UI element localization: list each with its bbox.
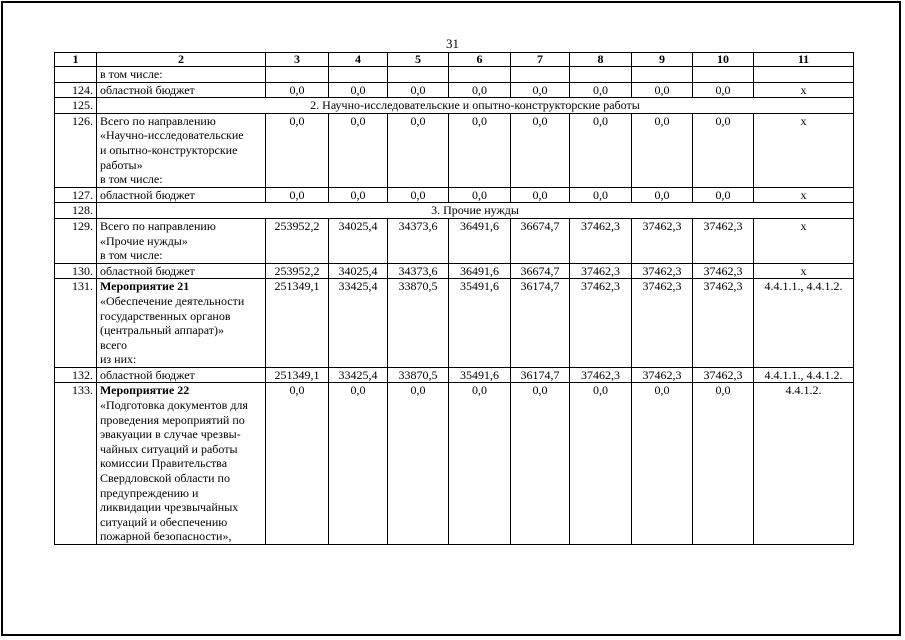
amount-cell: 36491,6 [449,263,511,279]
budget-table [54,52,854,545]
amount-cell [388,67,449,83]
amount-cell: 37462,3 [632,279,693,368]
label-line: «Обеспечение деятельности [100,293,245,308]
section-row [55,98,854,114]
amount-cell: 0,0 [449,383,511,545]
amount-cell: 37462,3 [632,367,693,383]
label-line: и опытно-конструкторские [100,142,238,157]
row-number [55,67,97,83]
amount-cell: 0,0 [266,113,329,187]
label-line: государственных органов [100,308,231,323]
amount-cell: 33870,5 [388,367,449,383]
label-line: комиссии Правительства [100,456,228,471]
target-code: x [754,82,854,98]
amount-cell [329,67,388,83]
label-line: «Прочие нужды» [100,233,188,248]
amount-cell: 253952,2 [266,218,329,263]
target-code: x [754,263,854,279]
label-line: ситуаций и обеспечению [100,514,228,529]
header-row [55,53,854,67]
amount-cell: 0,0 [388,113,449,187]
column-header: 3 [266,53,329,67]
row-number: 126. [55,113,97,187]
row-label [97,82,266,98]
column-header: 10 [693,53,754,67]
table-row [55,279,854,368]
amount-cell: 37462,3 [693,279,754,368]
row-number: 130. [55,263,97,279]
label-line: ликвидации чрезвычайных [100,500,239,515]
target-code [754,67,854,83]
amount-cell: 0,0 [693,82,754,98]
amount-cell: 0,0 [266,383,329,545]
amount-cell: 0,0 [570,383,632,545]
amount-cell [511,67,570,83]
amount-cell: 0,0 [570,113,632,187]
row-label [97,187,266,203]
row-label [97,367,266,383]
amount-cell: 0,0 [388,187,449,203]
row-number: 124. [55,82,97,98]
row-label [97,218,266,263]
amount-cell: 0,0 [693,113,754,187]
label-line: областной бюджет [100,187,195,202]
amount-cell: 0,0 [693,187,754,203]
row-number: 125. [55,98,97,114]
amount-cell: 33425,4 [329,367,388,383]
row-number: 133. [55,383,97,545]
amount-cell [693,67,754,83]
amount-cell: 0,0 [632,113,693,187]
label-line: областной бюджет [100,82,195,97]
table-row [55,113,854,187]
column-header: 2 [97,53,266,67]
amount-cell: 0,0 [329,383,388,545]
table-row [55,82,854,98]
amount-cell: 35491,6 [449,279,511,368]
target-code: x [754,187,854,203]
label-line: проведения мероприятий по [100,412,245,427]
amount-cell: 37462,3 [693,367,754,383]
target-code: 4.4.1.2. [754,383,854,545]
column-header: 8 [570,53,632,67]
amount-cell: 0,0 [693,383,754,545]
amount-cell: 0,0 [511,383,570,545]
amount-cell: 33425,4 [329,279,388,368]
amount-cell: 0,0 [511,187,570,203]
amount-cell: 0,0 [449,113,511,187]
amount-cell: 0,0 [632,383,693,545]
amount-cell: 35491,6 [449,367,511,383]
amount-cell: 0,0 [511,113,570,187]
column-header: 6 [449,53,511,67]
table-row [55,263,854,279]
amount-cell: 37462,3 [693,218,754,263]
amount-cell: 251349,1 [266,367,329,383]
amount-cell: 0,0 [388,82,449,98]
amount-cell: 0,0 [511,82,570,98]
row-label [97,263,266,279]
column-header: 5 [388,53,449,67]
amount-cell: 0,0 [329,113,388,187]
amount-cell: 253952,2 [266,263,329,279]
label-line: эвакуации в случае чрезвы- [100,427,241,442]
amount-cell: 37462,3 [632,218,693,263]
column-header: 1 [55,53,97,67]
amount-cell: 34025,4 [329,263,388,279]
amount-cell: 0,0 [449,82,511,98]
row-number: 127. [55,187,97,203]
label-line: «Подготовка документов для [100,398,248,413]
amount-cell: 33870,5 [388,279,449,368]
table-row [55,367,854,383]
amount-cell: 37462,3 [632,263,693,279]
label-line: «Научно-исследовательские [100,128,244,143]
amount-cell [570,67,632,83]
amount-cell: 0,0 [266,82,329,98]
amount-cell: 36674,7 [511,218,570,263]
amount-cell: 36174,7 [511,367,570,383]
row-label [97,279,266,368]
amount-cell: 0,0 [570,82,632,98]
label-line: чайных ситуаций и работы [100,441,238,456]
row-number: 129. [55,218,97,263]
amount-cell: 37462,3 [570,218,632,263]
amount-cell: 36674,7 [511,263,570,279]
section-row [55,203,854,219]
amount-cell: 0,0 [632,187,693,203]
table-body [55,67,854,545]
table-row [55,218,854,263]
label-line: в том числе: [100,172,163,187]
amount-cell: 37462,3 [570,279,632,368]
row-label [97,67,266,83]
column-header: 4 [329,53,388,67]
target-code: 4.4.1.1., 4.4.1.2. [754,279,854,368]
column-header: 9 [632,53,693,67]
amount-cell [632,67,693,83]
amount-cell: 34373,6 [388,218,449,263]
amount-cell: 0,0 [266,187,329,203]
amount-cell: 0,0 [632,82,693,98]
label-line: из них: [100,352,137,367]
label-line: в том числе: [100,248,163,263]
amount-cell: 34025,4 [329,218,388,263]
row-label [97,113,266,187]
amount-cell: 37462,3 [570,367,632,383]
table-row [55,383,854,545]
section-title: 2. Научно-исследовательские и опытно-конструкторские работы [97,98,854,114]
label-line: областной бюджет [100,367,195,382]
label-line: Свердловской области по [100,471,230,486]
column-header: 7 [511,53,570,67]
amount-cell: 0,0 [449,187,511,203]
amount-cell: 37462,3 [570,263,632,279]
section-title: 3. Прочие нужды [97,203,854,219]
label-line: работы» [100,157,143,172]
label-line: (центральный аппарат)» [100,323,224,338]
amount-cell: 34373,6 [388,263,449,279]
column-header: 11 [754,53,854,67]
label-line: Всего по направлению [100,218,216,233]
row-number: 132. [55,367,97,383]
amount-cell: 36174,7 [511,279,570,368]
label-line: областной бюджет [100,263,195,278]
amount-cell: 251349,1 [266,279,329,368]
label-line: пожарной безопасности», [100,529,232,544]
table-row [55,67,854,83]
amount-cell: 0,0 [388,383,449,545]
amount-cell [266,67,329,83]
target-code: 4.4.1.1., 4.4.1.2. [754,367,854,383]
target-code: x [754,113,854,187]
target-code: x [754,218,854,263]
amount-cell [449,67,511,83]
amount-cell: 0,0 [570,187,632,203]
label-line: Всего по направлению [100,113,216,128]
row-number: 128. [55,203,97,219]
table-row [55,187,854,203]
label-line: всего [100,337,128,352]
amount-cell: 37462,3 [693,263,754,279]
measure-title: Мероприятие 21 [100,279,190,294]
amount-cell: 0,0 [329,187,388,203]
measure-title: Мероприятие 22 [100,383,190,398]
amount-cell: 36491,6 [449,218,511,263]
label-line: предупреждению и [100,485,199,500]
page-number: 31 [446,36,459,51]
row-number: 131. [55,279,97,368]
label-line: в том числе: [100,67,163,81]
row-label [97,383,266,545]
amount-cell: 0,0 [329,82,388,98]
